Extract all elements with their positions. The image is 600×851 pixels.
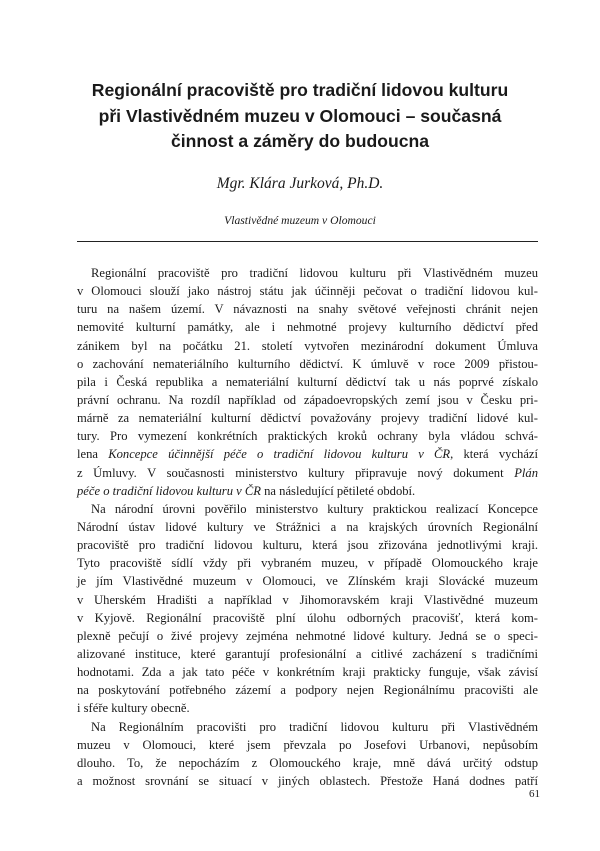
body-text-segment: Národní ústav lidové kultury ve Strážnici a na krajských úrovních Regionální xyxy=(77,519,538,534)
body-line xyxy=(77,699,538,717)
body-text-segment: a možnost srovnání se situací v jiných oblastech. Přestože Haná dodnes patří xyxy=(77,773,538,788)
body-line xyxy=(77,754,538,772)
body-text-segment: na poskytování potřebného zázemí a podpory nejen Regionálnímu pracovišti ale xyxy=(77,683,538,698)
body-line xyxy=(77,391,538,409)
body-text-segment: dlouho. To, že nepocházím z Olomouckého kraje, mně dává určitý odstup xyxy=(77,755,538,770)
body-text-segment: tury. Pro vymezení konkrétních praktických kroků ochrany byla vládou schvá- xyxy=(77,429,538,444)
body-text-segment: márně za nemateriální kulturní dědictví považovány projevy tradiční lidové kul- xyxy=(77,411,538,426)
body-line xyxy=(77,518,538,536)
body-line xyxy=(77,337,538,355)
body-line xyxy=(77,373,538,391)
body-text-segment: lena xyxy=(77,447,109,462)
body-text-segment: na následující pětileté období. xyxy=(260,483,416,498)
body-line xyxy=(77,427,538,445)
article-body xyxy=(77,264,538,790)
body-text-segment: turu na našem území. V návaznosti na snahy světové veřejnosti chránit nejen xyxy=(77,302,538,317)
body-text-segment: Tyto pracoviště sídlí vždy při vybraném muzeu, v případě Olomouckého kraje xyxy=(77,556,538,571)
italic-title-text: péče o tradiční lidovou kulturu v ČR xyxy=(77,483,261,498)
body-line xyxy=(77,609,538,627)
author-name: Mgr. Klára Jurková, Ph.D. xyxy=(216,175,384,192)
body-line xyxy=(77,663,538,681)
body-text-segment: muzeu v Olomouci, které jsem převzala po Josefovi Urbanovi, nepůsobím xyxy=(77,737,538,752)
body-text-segment: v Uherském Hradišti a například v Jihomoravském kraji Vlastivědné muzeum xyxy=(77,592,538,607)
body-line xyxy=(77,681,538,699)
body-text-segment: z Úmluvy. V současnosti ministerstvo kultury připravuje nový dokument xyxy=(77,465,515,480)
italic-title-text: Plán xyxy=(514,465,538,480)
body-line xyxy=(77,445,538,463)
body-text-segment: plexně pečují o živé projevy zejména nehmotné lidové kultury. Jedná se o speci- xyxy=(77,628,538,643)
body-text-segment: v Kyjově. Regionální pracoviště plní úlohu odborných pracovišť, která kom- xyxy=(77,610,538,625)
body-line xyxy=(77,300,538,318)
body-line xyxy=(77,464,538,482)
body-text-segment: právní ochranu. Na rozdíl například od západoevropských zemí jsou v Česku pri- xyxy=(77,392,538,407)
header-divider xyxy=(77,241,538,242)
body-line xyxy=(77,718,538,736)
body-line xyxy=(77,572,538,590)
body-line xyxy=(77,627,538,645)
body-text-segment: , která vychází xyxy=(450,447,539,462)
body-line xyxy=(77,536,538,554)
body-text-segment: pracoviště pro tradiční lidovou kulturu, která jsou zřizována jednotlivými kraji. xyxy=(77,538,538,553)
body-line xyxy=(77,772,538,790)
body-line xyxy=(77,482,538,500)
body-line xyxy=(77,318,538,336)
body-line xyxy=(77,736,538,754)
body-line xyxy=(77,645,538,663)
page-number: 61 xyxy=(529,788,540,800)
body-line xyxy=(77,409,538,427)
body-line xyxy=(77,355,538,373)
body-text-segment: je jím Vlastivědné muzeum v Olomouci, ve Zlínském kraji Slovácké muzeum xyxy=(77,574,538,589)
body-text-segment: pila i Česká republika a nemateriální kulturní dědictví tak u nás poprvé získalo xyxy=(77,374,538,389)
body-line xyxy=(77,500,538,518)
author-affiliation: Vlastivědné muzeum v Olomouci xyxy=(224,214,376,227)
body-text-segment: hodnotami. Zda a jak tato péče v konkrétním kraji prakticky funguje, však závisí xyxy=(77,665,538,680)
body-text-segment: alizované instituce, které garantují profesionální a citlivé zacházení s tradičními xyxy=(77,646,538,661)
title-line: při Vlastivědném muzeu v Olomouci – současná xyxy=(98,105,502,126)
title-line: Regionální pracoviště pro tradiční lidovou kulturu xyxy=(91,80,509,100)
body-text-segment: Na národní úrovni pověřilo ministerstvo kultury praktickou realizací Koncepce xyxy=(91,501,538,516)
body-text-segment: v Olomouci slouží jako nástroj státu jak účinněji pečovat o tradiční lidovou kul- xyxy=(77,284,538,299)
italic-title-text: Koncepce účinnější péče o tradiční lidovou kulturu v ČR xyxy=(108,447,451,462)
body-line xyxy=(77,591,538,609)
body-text-segment: zánikem byl na počátku 21. století vytvořen mezinárodní dokument Úmluva xyxy=(77,338,538,353)
body-text-segment: o zachování nemateriálního kulturního dědictví. K úmluvě v roce 2009 přistou- xyxy=(77,356,538,371)
body-text-segment: i sféře kultury obecně. xyxy=(77,701,190,716)
body-text-segment: Regionální pracoviště pro tradiční lidovou kulturu při Vlastivědném muzeu xyxy=(91,266,538,280)
body-line xyxy=(77,264,538,282)
article-title xyxy=(70,78,530,155)
body-text-segment: Na Regionálním pracovišti pro tradiční lidovou kulturu při Vlastivědném xyxy=(91,719,538,734)
body-line xyxy=(77,282,538,300)
body-text-segment: nemovité kulturní památky, ale i nehmotné projevy kulturního dědictví před xyxy=(77,320,538,335)
body-line xyxy=(77,554,538,572)
title-line: činnost a záměry do budoucna xyxy=(170,131,430,151)
